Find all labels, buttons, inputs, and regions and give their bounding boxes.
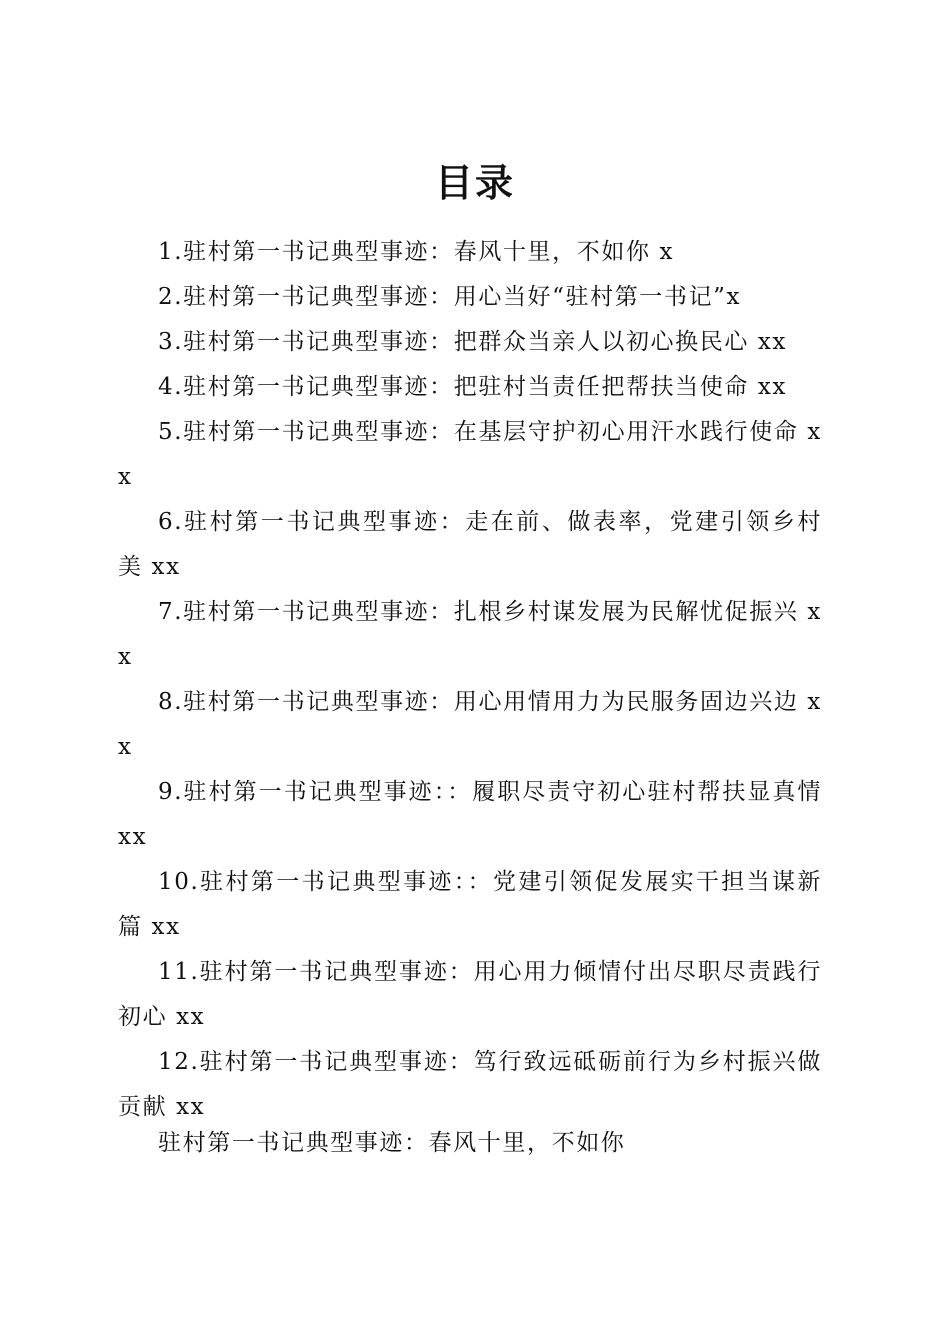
toc-item-4: 4.驻村第一书记典型事迹：把驻村当责任把帮扶当使命 xx: [158, 374, 787, 400]
toc-item-1: 1.驻村第一书记典型事迹：春风十里，不如你 x: [158, 239, 675, 265]
toc-item-12: 12.驻村第一书记典型事迹：笃行致远砥砺前行为乡村振兴做贡献 xx: [118, 1049, 822, 1120]
toc-item-11: 11.驻村第一书记典型事迹：用心用力倾情付出尽职尽责践行初心 xx: [118, 959, 822, 1030]
toc-item-9: 9.驻村第一书记典型事迹：：履职尽责守初心驻村帮扶显真情 xx: [118, 779, 822, 850]
toc-item-10: 10.驻村第一书记典型事迹：：党建引领促发展实干担当谋新篇 xx: [118, 869, 822, 940]
toc-item-6: 6.驻村第一书记典型事迹：走在前、做表率，党建引领乡村美 xx: [118, 509, 822, 580]
first-section-heading: 驻村第一书记典型事迹：春风十里，不如你: [158, 1130, 626, 1156]
table-of-contents: [118, 230, 822, 1130]
toc-item-3: 3.驻村第一书记典型事迹：把群众当亲人以初心换民心 xx: [158, 329, 787, 355]
toc-item-7: 7.驻村第一书记典型事迹：扎根乡村谋发展为民解忧促振兴 xx: [118, 599, 822, 670]
toc-item-5: 5.驻村第一书记典型事迹：在基层守护初心用汗水践行使命 xx: [118, 419, 822, 490]
page-title: 目录: [434, 160, 515, 206]
toc-item-8: 8.驻村第一书记典型事迹：用心用情用力为民服务固边兴边 xx: [118, 689, 822, 760]
toc-item-2: 2.驻村第一书记典型事迹：用心当好“驻村第一书记”x: [158, 284, 742, 310]
